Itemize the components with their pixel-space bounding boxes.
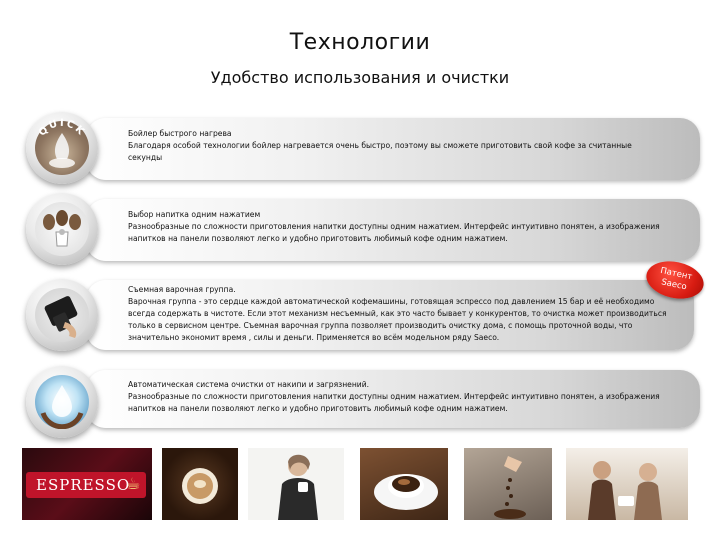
feature-text: секунды — [128, 153, 163, 162]
feature-title: Съемная варочная группа. — [128, 285, 236, 294]
feature-text: Разнообразные по сложности приготовления напитки доступны одним нажатием. Интерфейс интуитивно понятен, а изображения — [128, 222, 660, 231]
feature-card-descaling — [86, 370, 700, 428]
feature-text: Варочная группа - это сердце каждой автоматической кофемашины, готовящая эспрессо под давлением 15 бар и её необходимо — [128, 297, 655, 306]
quick-boiler-icon — [26, 112, 98, 184]
feature-text: Разнообразные по сложности приготовления напитки доступны одним нажатием. Интерфейс интуитивно понятен, а изображения — [128, 392, 660, 401]
feature-text: всегда содержать в чистоте. Если этот механизм несъемный, как это часто бывает у конкурентов, то очистка может производиться — [128, 309, 667, 318]
one-touch-drink-icon — [26, 193, 98, 265]
svg-text:QUICK — [37, 118, 87, 139]
quick-label: QUICK — [36, 117, 88, 139]
feature-title: Выбор напитка одним нажатием — [128, 210, 261, 219]
brew-group-icon — [26, 279, 98, 351]
feature-text: только в сервисном центре. Съемная варочная группа позволяет производить очистку дома, с помощь проточной воды, что — [128, 321, 633, 330]
coffee-beans-cup-photo — [162, 448, 238, 520]
espresso-sign-photo — [22, 448, 152, 520]
feature-title: Бойлер быстрого нагрева — [128, 129, 232, 138]
descaling-drop-icon — [26, 366, 98, 438]
feature-text: напитков на панели позволяют легко и удобно приготовить любимый кофе одним нажатием. — [128, 404, 508, 413]
feature-title: Автоматическая система очистки от накипи и загрязнений. — [128, 380, 370, 389]
feature-text: Благодаря особой технологии бойлер нагревается очень быстро, поэтому вы сможете приготовить свой кофе за считанные — [128, 141, 632, 150]
cup-icon: ☕ — [126, 474, 141, 493]
people-cafe-photo — [566, 448, 688, 520]
page-title: Технологии — [289, 30, 431, 55]
pouring-beans-photo — [464, 448, 552, 520]
feature-card-quick-boiler — [86, 118, 700, 180]
espresso-cup-photo — [360, 448, 448, 520]
feature-text: значительно экономит время , силы и деньги. Применяется во всём модельном ряду Saeco. — [128, 333, 500, 342]
espresso-sign-text: ESPRESSO — [36, 476, 131, 494]
feature-text: напитков на панели позволяют легко и удобно приготовить любимый кофе одним нажатием. — [128, 234, 508, 243]
woman-drinking-coffee-photo — [248, 448, 344, 520]
feature-card-one-touch — [86, 199, 700, 261]
feature-card-brew-group — [86, 280, 694, 350]
patent-saeco-badge: Патент Saeco — [643, 256, 707, 303]
page-subtitle: Удобство использования и очистки — [210, 68, 510, 87]
